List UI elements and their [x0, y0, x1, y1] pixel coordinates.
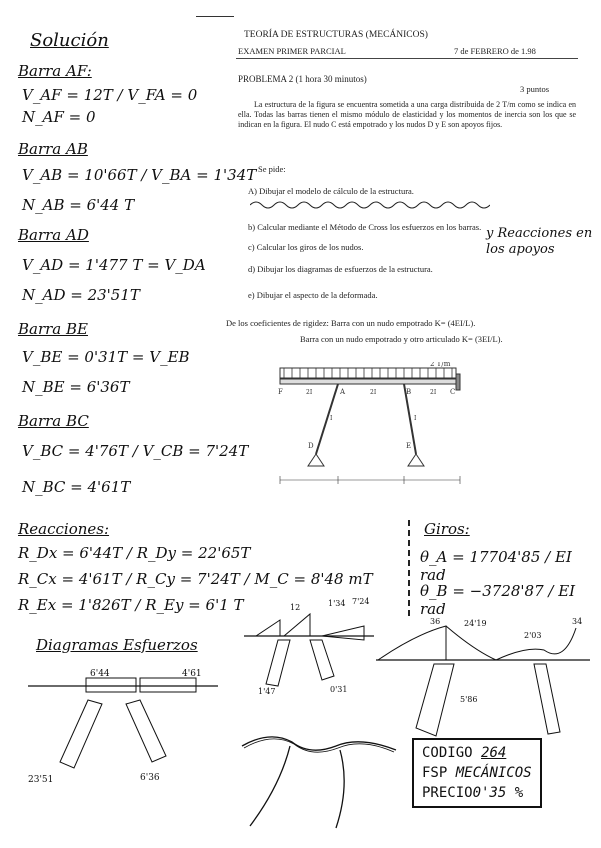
task-a: A) Dibujar el modelo de cálculo de la estructura.	[248, 186, 414, 196]
column-label-2: I	[414, 415, 417, 422]
stamp-fsp-value: MECÁNICOS	[455, 765, 532, 781]
bar-ab-label: Barra AB	[18, 140, 88, 158]
bar-ad-label: Barra AD	[18, 226, 89, 244]
span-label-3: 2I	[430, 389, 437, 396]
bar-ab-shear: V_AB = 10'66T / V_BA = 1'34T	[22, 166, 257, 184]
asked-label: Se pide:	[258, 164, 286, 174]
bar-af-axial: N_AF = 0	[22, 108, 96, 126]
stamp-precio-row	[422, 783, 532, 803]
stamp-precio-value: 0'35	[472, 785, 507, 801]
stamp-fsp-row	[422, 763, 532, 783]
node-c: C	[450, 388, 456, 396]
exam-date: 7 de FEBRERO de 1.98	[454, 46, 536, 56]
bar-ad-shear: V_AD = 1'477 T = V_DA	[22, 256, 206, 274]
bar-af-label: Barra AF:	[18, 62, 92, 80]
stamp-codigo-value: 264	[481, 745, 507, 761]
structure-figure	[270, 362, 470, 492]
bar-be-label: Barra BE	[18, 320, 88, 338]
reaction-d: R_Dx = 6'44T / R_Dy = 22'65T	[18, 544, 251, 562]
span-label-1: 2I	[306, 389, 313, 396]
shear-label-a: 12	[290, 603, 301, 612]
reaction-c: R_Cx = 4'61T / R_Cy = 7'24T / M_C = 8'48 mT	[18, 570, 373, 588]
reactions-title: Reacciones:	[18, 520, 110, 538]
bar-bc-label: Barra BC	[18, 412, 89, 430]
stamp-precio-unit: %	[514, 785, 524, 801]
node-e: E	[406, 442, 412, 450]
giros-title: Giros:	[424, 520, 470, 538]
bar-ad-axial: N_AD = 23'51T	[22, 286, 140, 304]
bar-bc-shear: V_BC = 4'76T / V_CB = 7'24T	[22, 442, 249, 460]
shear-label-c: 7'24	[352, 597, 370, 606]
node-a: A	[340, 388, 346, 396]
giros-divider	[408, 520, 412, 616]
span-label-2: 2I	[370, 389, 377, 396]
course-title: TEORÍA DE ESTRUCTURAS (MECÁNICOS)	[244, 30, 428, 40]
moment-label-d: 5'86	[460, 695, 478, 704]
task-c: c) Calcular los giros de los nudos.	[248, 242, 364, 252]
task-b: b) Calcular mediante el Método de Cross los esfuerzos en los barras.	[248, 222, 482, 232]
shear-label-b: 1'34	[328, 599, 346, 608]
load-label: 2 T/m	[430, 362, 451, 368]
shear-label-e: 0'31	[330, 685, 348, 694]
rigidity-note-2: Barra con un nudo empotrado y otro articulado K= (3EI/L).	[300, 334, 503, 344]
shear-label-d: 1'47	[258, 687, 276, 696]
header-rule	[236, 58, 578, 59]
solution-title: Solución	[30, 30, 109, 51]
task-d: d) Dibujar los diagramas de esfuerzos de la estructura.	[248, 264, 433, 274]
header-tick	[196, 16, 234, 17]
node-d: D	[308, 442, 314, 450]
node-b: B	[406, 388, 412, 396]
diagrams-title: Diagramas Esfuerzos	[36, 636, 198, 654]
axial-label-bc: 4'61	[182, 669, 202, 679]
deformed-shape-sketch	[240, 716, 400, 836]
rigidity-note-1: De los coeficientes de rigidez: Barra con un nudo empotrado K= (4EI/L).	[226, 318, 476, 328]
moment-label-c: 2'03	[524, 631, 542, 640]
stamp-codigo-row	[422, 743, 532, 763]
problem-statement: La estructura de la figura se encuentra sometida a una carga distribuida de 2 T/m como se indica en ella. Todas las barras tienen el mismo módulo de elasticidad y los momentos de inercia son los que se indican en la figura. El nudo C está empotrado y los nudos D y E son apoyos fijos.	[238, 100, 576, 129]
giro-b: θ_B = −3728'87 / EI rad	[420, 582, 576, 618]
bar-bc-axial: N_BC = 4'61T	[22, 478, 131, 496]
bar-be-shear: V_BE = 0'31T = V_EB	[22, 348, 190, 366]
price-stamp	[412, 738, 542, 808]
exam-name: EXAMEN PRIMER PARCIAL	[238, 46, 346, 56]
problem-points: 3 puntos	[520, 84, 550, 94]
axial-label-ab: 6'44	[90, 669, 110, 679]
column-label-1: I	[330, 415, 333, 422]
moment-label-b: 24'19	[464, 619, 487, 628]
bar-be-axial: N_BE = 6'36T	[22, 378, 130, 396]
axial-label-ad: 23'51	[28, 775, 54, 785]
giro-a: θ_A = 17704'85 / EI rad	[420, 548, 572, 584]
shear-diagram	[244, 596, 374, 696]
task-a-scribble	[250, 196, 490, 202]
stamp-precio-label: PRECIO	[422, 785, 473, 801]
axial-label-be: 6'36	[140, 773, 160, 783]
stamp-fsp-label: FSP	[422, 765, 448, 781]
bar-ab-axial: N_AB = 6'44 T	[22, 196, 135, 214]
reaction-e: R_Ex = 1'826T / R_Ey = 6'1 T	[18, 596, 244, 614]
axial-diagram	[28, 660, 218, 790]
moment-diagram	[376, 616, 590, 746]
reacciones-note: y Reacciones en los apoyos	[486, 226, 593, 257]
stamp-codigo-label: CODIGO	[422, 745, 473, 761]
moment-label-a: 36	[430, 617, 441, 626]
task-e: e) Dibujar el aspecto de la deformada.	[248, 290, 378, 300]
node-f: F	[278, 388, 283, 396]
problem-title: PROBLEMA 2 (1 hora 30 minutos)	[238, 74, 367, 84]
moment-label-e: 34	[572, 617, 583, 626]
bar-af-shear: V_AF = 12T / V_FA = 0	[22, 86, 198, 104]
